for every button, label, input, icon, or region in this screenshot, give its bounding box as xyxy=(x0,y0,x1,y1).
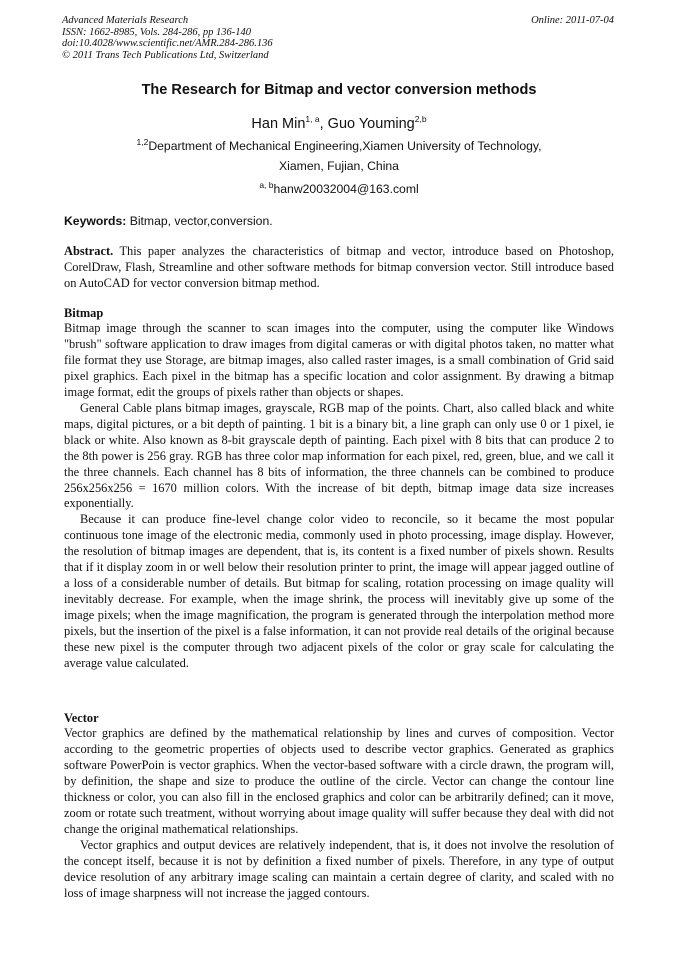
author-1-affiliation-mark: 1, a xyxy=(305,114,320,124)
bitmap-paragraph-1: Bitmap image through the scanner to scan images into the computer, using the computer like Windows "brush" software application to draw images from digital cameras or with digital photos taken, no matter what file format they use Storage, are bitmap images, also called raster images, is a small combination of Grid said pixel graphics. Each pixel in the bitmap has a specific location and color assignment. By drawing a bitmap image format, edit the groups of pixels rather than objects or shapes. xyxy=(64,321,614,399)
issn-line: ISSN: 1662-8985, Vols. 284-286, pp 136-140 xyxy=(62,26,251,38)
vector-paragraph-2: Vector graphics and output devices are relatively independent, that is, it does not involve the resolution of the concept itself, because it is not by definition a fixed number of pixels. Therefore, in any type of output device resolution of any arbitrary image scaling can maintain a certain degree of clarity, and scaled with no loss of image sharpness will not increase the jagged contours. xyxy=(64,837,614,900)
bitmap-section xyxy=(64,305,614,672)
bitmap-paragraph-2: General Cable plans bitmap images, grayscale, RGB map of the points. Chart, also called black and white maps, digital pictures, or a bit depth of painting. 1 bit is a binary bit, a line graph can only use 0 or 1 pixel, ie black or white. Also known as 8-bit grayscale depth of painting. Each pixel with 8 bits that can produce 2 to the 8th power is 256 gray. RGB has three color map information for each pixel, red, green, blue, and we call it the three channels. Each channel has 8 bits of information, the three channels can be combined to produce 256x256x256 = 1670 million colors. With the increase of bit depth, bitmap image data size increases exponentially. xyxy=(64,400,614,511)
affiliation-line-2: Xiamen, Fujian, China xyxy=(279,159,399,173)
email-mark: a, b xyxy=(259,180,274,190)
abstract-label: Abstract. xyxy=(64,244,114,258)
vector-paragraph-1: Vector graphics are defined by the mathematical relationship by lines and curves of composition. Vector according to the geometric properties of objects used to describe vector graphics. Generated as graphics software PowerPoin is vector graphics. When the vector-based software with a circle drawn, the program will, by definition, the shape and size to produce the outline of the circle. Vector can change the contour line thickness or color, you can also fill in the enclosed graphics and color can be arbitrarily defined; can it move, zoom or rotate such treatment, without worrying about image quality will suffer because they deal with did not change the original mathematical relationships. xyxy=(64,726,614,836)
keywords-label: Keywords: xyxy=(64,214,127,228)
affiliation-line-1 xyxy=(0,137,678,153)
email-line xyxy=(0,180,678,196)
abstract-section xyxy=(64,244,614,292)
paper-title: The Research for Bitmap and vector conversion methods xyxy=(141,82,537,98)
author-1: Han Min xyxy=(251,115,306,132)
keywords-text: Bitmap, vector,conversion. xyxy=(126,214,273,228)
author-2-affiliation-mark: 2,b xyxy=(414,114,427,124)
bitmap-heading: Bitmap xyxy=(64,306,104,320)
author-email: hanw20032004@163.coml xyxy=(273,182,419,197)
affiliation-mark: 1,2 xyxy=(136,137,149,147)
vector-section xyxy=(64,710,614,901)
author-separator: , xyxy=(319,115,328,132)
abstract-paragraph xyxy=(64,244,614,292)
author-line xyxy=(0,114,678,132)
keywords xyxy=(64,214,614,228)
journal-name: Advanced Materials Research xyxy=(62,15,189,26)
abstract-text: This paper analyzes the characteristics of bitmap and vector, introduce based on Photoshop, CorelDraw, Flash, Streamline and other software methods for bitmap conversion vector. Still introduce based on AutoCAD for vector conversion bitmap method. xyxy=(64,244,614,290)
vector-heading: Vector xyxy=(64,711,99,725)
bitmap-paragraph-3: Because it can produce fine-level change color video to reconcile, so it became the most popular continuous tone image of the electronic media, commonly used in photo processing, image display. However, the resolution of bitmap images are dependent, that is, its content is a fixed number of pixels shown. Results that if it display zoom in or well below their resolution printer to print, the image will appear jagged outline of a loss of a considerable number of details. But bitmap for scaling, rotation processing on image quality will inevitably decrease. For example, when the image shrink, the process will inevitably give up some of the image pixels; when the image magnification, the program is generated through the interpolation method more pixels, but the insertion of the pixel is a false information, it can not provide real details of the original because these new pixel is the computer through two adjacent pixels of the color or gray scale for calculating the average value calculated. xyxy=(64,512,614,671)
affiliation-department: Department of Mechanical Engineering,Xiamen University of Technology, xyxy=(148,139,542,154)
copyright-line: © 2011 Trans Tech Publications Ltd, Switzerland xyxy=(62,49,269,61)
author-2: Guo Youming xyxy=(327,115,415,132)
doi-line: doi:10.4028/www.scientific.net/AMR.284-286.136 xyxy=(62,38,273,49)
online-date: Online: 2011-07-04 xyxy=(531,15,614,26)
